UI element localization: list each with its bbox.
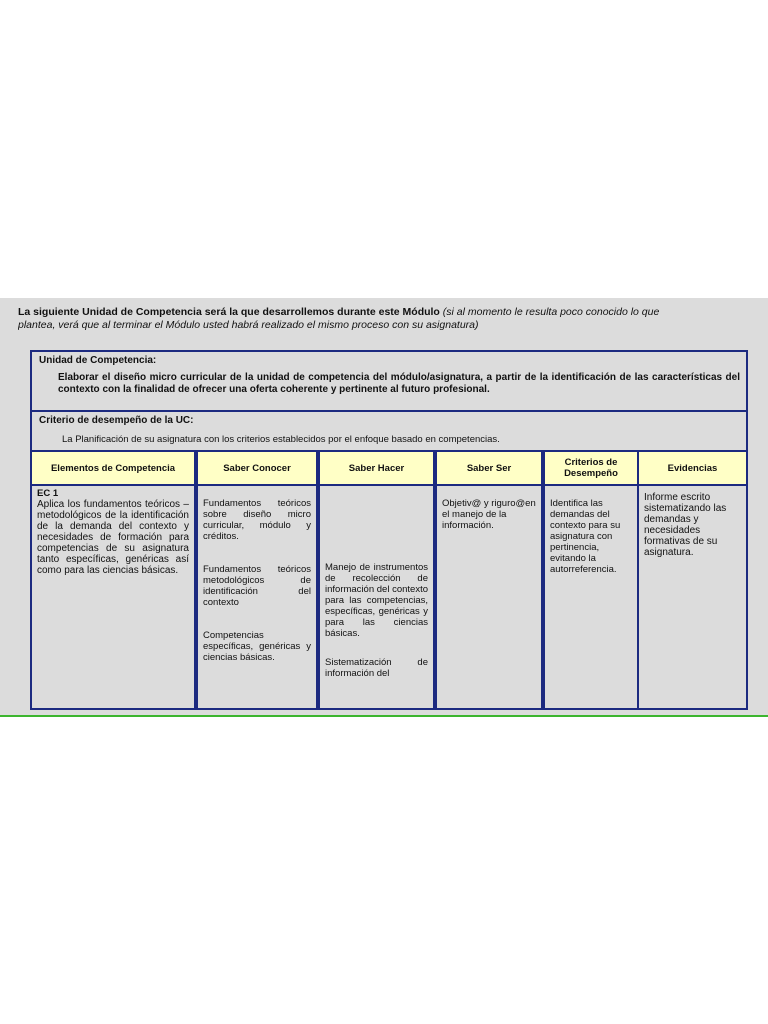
- cell-saber-ser: [442, 498, 536, 531]
- unidad-title: Unidad de Competencia:: [39, 355, 157, 366]
- intro-bold: La siguiente Unidad de Competencia será la que desarrollemos durante este Módulo: [18, 306, 440, 318]
- evidencias-text: Informe escrito sistematizando las demandas y necesidades formativas de su asignatura.: [644, 492, 727, 558]
- cell-saber-conocer: [203, 498, 311, 663]
- header-criterios: Criterios de Desempeño: [545, 452, 637, 486]
- conocer-item-1: Fundamentos teóricos sobre diseño micro curricular, módulo y créditos.: [203, 498, 311, 542]
- hacer-item-2: Sistematización de información del: [325, 657, 428, 679]
- header-evidencias: Evidencias: [639, 452, 746, 486]
- ec-text: Aplica los fundamentos teóricos – metodológicos de la identificación de la demanda del contexto y necesidades de formación para competencias de su asignatura tanto específicas, genéricas así como para las ciencias básicas.: [37, 499, 189, 576]
- criterio-title: Criterio de desempeño de la UC:: [39, 415, 194, 426]
- col-saber-ser: [435, 450, 543, 710]
- cell-saber-hacer: [325, 562, 428, 679]
- hacer-item-1: Manejo de instrumentos de recolección de información del contexto para las competencias, específicas, genéricas y para las ciencias básicas.: [325, 562, 428, 639]
- intro-line2: plantea, verá que al terminar el Módulo usted habrá realizado el mismo proceso con su asignatura): [18, 319, 479, 331]
- unidad-text: Elaborar el diseño micro curricular de la unidad de competencia del módulo/asignatura, a partir de la identificación de las características del contexto con la finalidad de ofrecer una oferta coherente y pertinente al futuro profesional.: [58, 372, 740, 395]
- header-saber-ser: Saber Ser: [437, 452, 541, 486]
- ec-code: EC 1: [37, 488, 59, 499]
- criterio-box: [30, 410, 748, 452]
- col-evidencias: [637, 450, 748, 710]
- col-criterios: [543, 450, 639, 710]
- intro-text: [18, 306, 768, 332]
- slide: [0, 298, 768, 716]
- intro-italic: (si al momento le resulta poco conocido lo que: [442, 306, 660, 318]
- unidad-competencia-box: [30, 350, 748, 412]
- ser-text: Objetiv@ y riguro@en el manejo de la información.: [442, 498, 536, 531]
- cell-evidencias: [644, 492, 741, 558]
- competency-table: [30, 350, 748, 710]
- col-saber-hacer: [318, 450, 435, 710]
- criterio-text: La Planificación de su asignatura con los criterios establecidos por el enfoque basado en competencias.: [62, 434, 500, 445]
- cell-criterios: [550, 498, 632, 575]
- header-saber-hacer: Saber Hacer: [320, 452, 433, 486]
- conocer-item-3: Competencias específicas, genéricas y ciencias básicas.: [203, 630, 311, 663]
- col-saber-conocer: [196, 450, 318, 710]
- header-saber-conocer: Saber Conocer: [198, 452, 316, 486]
- col-elementos: [30, 450, 196, 710]
- criterios-text: Identifica las demandas del contexto para su asignatura con pertinencia, evitando la autorreferencia.: [550, 498, 621, 575]
- cell-elementos: [37, 488, 189, 576]
- divider-line: [0, 715, 768, 717]
- conocer-item-2: Fundamentos teóricos metodológicos de identificación del contexto: [203, 564, 311, 608]
- header-elementos: Elementos de Competencia: [32, 452, 194, 486]
